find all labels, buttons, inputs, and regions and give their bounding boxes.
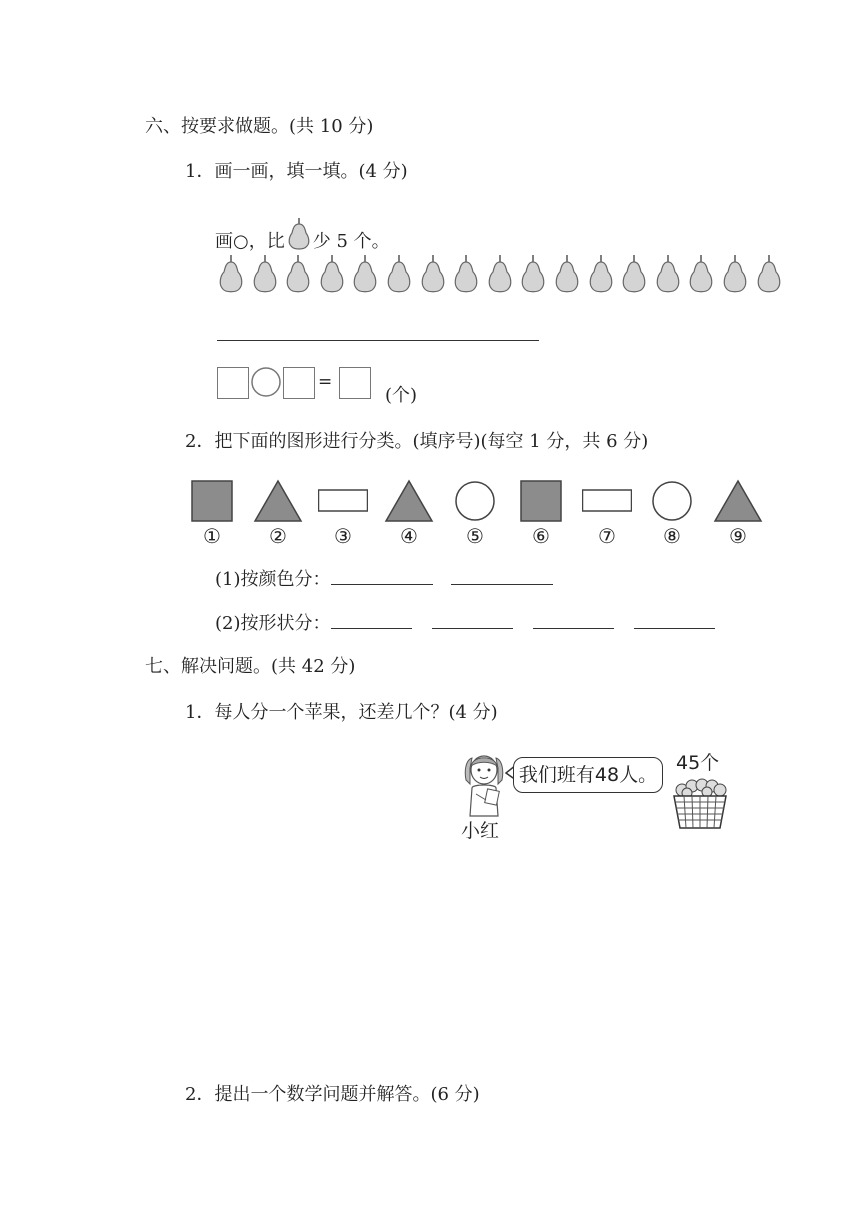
pear-icon <box>755 254 783 294</box>
equation-equals: = <box>318 372 333 392</box>
section6-q2-title: 2．把下面的图形进行分类。(填序号)(每空 1 分，共 6 分) <box>185 431 649 452</box>
shape-answer-blank-1[interactable] <box>331 614 412 629</box>
pear-icon <box>318 254 346 294</box>
shape-triangle-4 <box>384 479 434 523</box>
shape-triangle-2 <box>253 479 303 523</box>
pear-icon <box>217 254 245 294</box>
classify-by-color <box>215 570 553 589</box>
equation-unit: (个) <box>385 385 418 406</box>
pear-icon <box>553 254 581 294</box>
shape-triangle-9 <box>713 479 763 523</box>
by-shape-label: (2)按形状分： <box>215 613 331 634</box>
q1-instruction-post: 少 5 个。 <box>312 231 390 252</box>
color-answer-blank-2[interactable] <box>451 570 553 585</box>
pear-icon <box>519 254 547 294</box>
shape-answer-blank-2[interactable] <box>432 614 513 629</box>
equation-result-box[interactable] <box>339 367 371 399</box>
pear-icon <box>251 254 279 294</box>
equation-operator-circle[interactable] <box>250 366 282 398</box>
classify-by-shape <box>215 614 715 633</box>
pear-icon <box>721 254 749 294</box>
q1-instruction-pre: 画○，比 <box>215 231 285 252</box>
equation-box-2[interactable] <box>283 367 315 399</box>
pear-icon <box>351 254 379 294</box>
speech-bubble: 我们班有48人。 <box>513 757 663 793</box>
pear-icon <box>687 254 715 294</box>
shape-number-3: ③ <box>334 524 352 548</box>
shape-answer-blank-4[interactable] <box>634 614 715 629</box>
shape-circle-5 <box>450 479 500 523</box>
pear-icon <box>419 254 447 294</box>
pear-icon <box>284 254 312 294</box>
shape-number-9: ⑨ <box>729 524 747 548</box>
shape-number-6: ⑥ <box>532 524 550 548</box>
equation-box-1[interactable] <box>217 367 249 399</box>
pear-icon <box>452 254 480 294</box>
pear-icon <box>385 254 413 294</box>
apple-basket-icon <box>670 776 730 830</box>
color-answer-blank-1[interactable] <box>331 570 433 585</box>
section7-title: 七、解决问题。(共 42 分) <box>145 656 356 677</box>
shape-number-4: ④ <box>400 524 418 548</box>
pear-icon <box>654 254 682 294</box>
shape-square-6 <box>516 479 566 523</box>
section7-q2-title: 2．提出一个数学问题并解答。(6 分) <box>185 1084 480 1105</box>
pear-icon <box>620 254 648 294</box>
girl-illustration <box>456 750 512 820</box>
q1-instruction <box>215 217 390 251</box>
shape-number-1: ① <box>203 524 221 548</box>
shape-circle-8 <box>647 479 697 523</box>
section7-q1-title: 1．每人分一个苹果，还差几个？(4 分) <box>185 702 498 723</box>
girl-name: 小红 <box>461 820 500 842</box>
shape-number-8: ⑧ <box>663 524 681 548</box>
pear-icon <box>486 254 514 294</box>
shape-square-1 <box>187 479 237 523</box>
shape-rectangle-7 <box>582 479 632 523</box>
pear-icon <box>286 217 312 251</box>
shape-number-2: ② <box>269 524 287 548</box>
shape-rectangle-3 <box>318 479 368 523</box>
shape-number-5: ⑤ <box>466 524 484 548</box>
section6-title: 六、按要求做题。(共 10 分) <box>145 116 374 137</box>
by-color-label: (1)按颜色分： <box>215 569 331 590</box>
drawing-answer-line <box>217 340 539 341</box>
pear-icon <box>587 254 615 294</box>
section6-q1-title: 1．画一画，填一填。(4 分) <box>185 161 408 182</box>
basket-label: 45个 <box>676 752 720 774</box>
shape-answer-blank-3[interactable] <box>533 614 614 629</box>
shape-number-7: ⑦ <box>598 524 616 548</box>
